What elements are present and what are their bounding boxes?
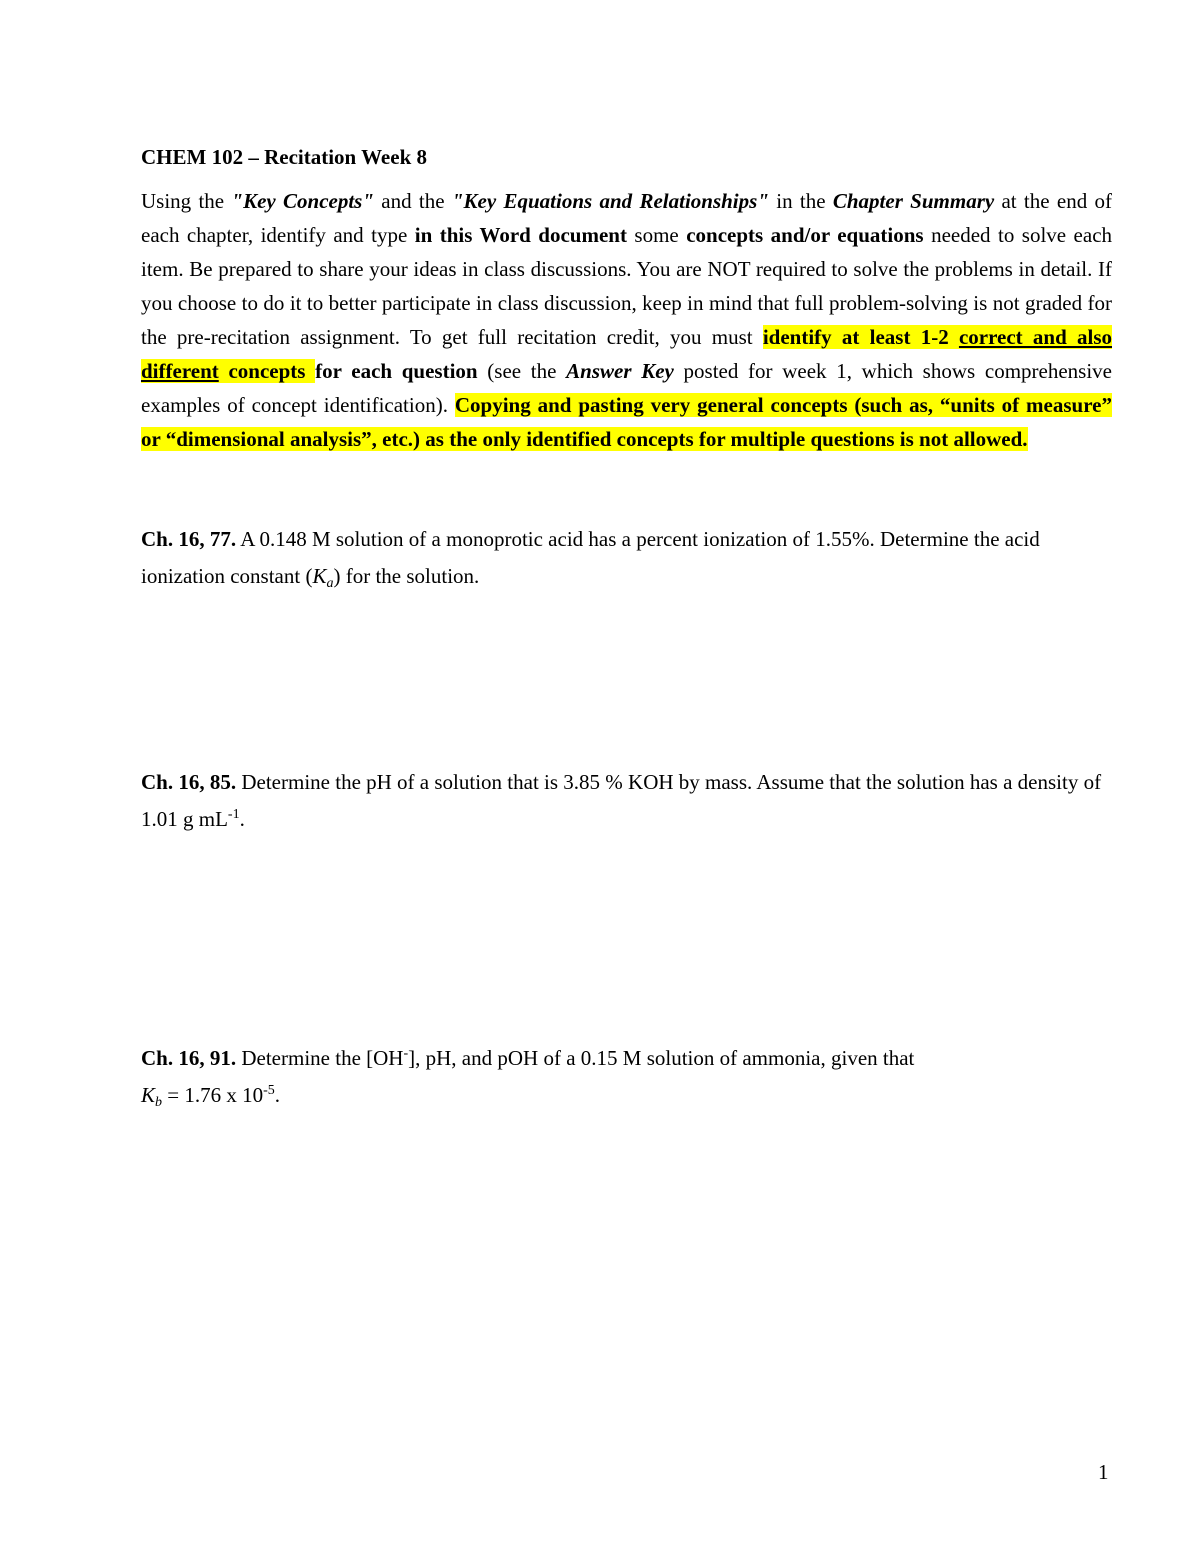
kb-symbol: K xyxy=(141,1083,156,1107)
page-number: 1 xyxy=(1098,1460,1109,1484)
intro-text-7: at the end of each chapter, identify and type xyxy=(141,189,1112,247)
intro-text-3: and the xyxy=(374,189,452,213)
intro-text-1: Using the xyxy=(141,189,232,213)
question-label: Ch. 16, 77. xyxy=(141,527,237,551)
question-text-end: . xyxy=(239,807,245,831)
exponent-superscript: -5 xyxy=(263,1083,275,1098)
question-label: Ch. 16, 91. xyxy=(141,1046,237,1070)
correct-different-underlined: correct and also different xyxy=(141,325,1112,383)
key-equations-term: "Key Equations and Relationships" xyxy=(451,189,769,213)
identify-highlight: identify at least 1-2 xyxy=(762,325,959,349)
chapter-summary-term: Chapter Summary xyxy=(832,189,995,213)
intro-text-18: posted for week 1, which shows comprehensive examples of concept identification). xyxy=(141,359,1112,417)
intro-text-11: needed to solve each item. Be prepared to share your ideas in class discussions. You are NOT required to solve the problems in detail. If you choose to do it to better participate in class discussion, keep in mind that full problem-solving is not graded for the pre-recitation assignment. To get full recitation credit, you must xyxy=(141,223,1113,349)
ka-symbol: K xyxy=(312,564,327,588)
instructions-paragraph xyxy=(141,184,1112,456)
word-document-phrase: in this Word document xyxy=(414,223,627,247)
question-text-end: . xyxy=(274,1083,281,1107)
key-concepts-term: "Key Concepts" xyxy=(231,189,375,213)
question-label: Ch. 16, 85. xyxy=(141,770,237,794)
intro-text-16: (see the xyxy=(477,359,567,383)
ka-subscript: a xyxy=(326,576,334,591)
for-each-question-phrase: for each question xyxy=(315,359,478,383)
intro-text-5: in the xyxy=(768,189,833,213)
concepts-equations-phrase: concepts and/or equations xyxy=(686,223,924,247)
document-title: CHEM 102 – Recitation Week 8 xyxy=(141,145,428,169)
concepts-highlight: concepts xyxy=(218,359,316,383)
kb-value: = 1.76 x 10 xyxy=(162,1083,264,1107)
kb-subscript: b xyxy=(155,1095,163,1110)
question-text-end: ) for the solution. xyxy=(333,564,480,588)
answer-key-term: Answer Key xyxy=(566,359,674,383)
question-ch16-77 xyxy=(141,521,1112,595)
copying-warning-highlight: Copying and pasting very general concepts (such as, “units of measure” or “dimensional analysis”, etc.) as the only identified concepts for multiple questions is not allowed. xyxy=(141,393,1112,451)
density-unit-superscript: -1 xyxy=(227,807,240,822)
question-text: Determine the [OH xyxy=(236,1046,404,1070)
hydroxide-charge-superscript: - xyxy=(403,1046,409,1061)
question-text: Determine the pH of a solution that is 3.85 % KOH by mass. Assume that the solution has a density of 1.01 g mL xyxy=(141,770,1102,831)
question-ch16-91 xyxy=(141,1040,1112,1114)
question-text-middle: ], pH, and pOH of a 0.15 M solution of ammonia, given that xyxy=(408,1046,915,1070)
question-ch16-85 xyxy=(141,764,1112,838)
intro-text-9: some xyxy=(626,223,687,247)
question-text: A 0.148 M solution of a monoprotic acid has a percent ionization of 1.55%. Determine the acid ionization constant ( xyxy=(141,527,1040,588)
